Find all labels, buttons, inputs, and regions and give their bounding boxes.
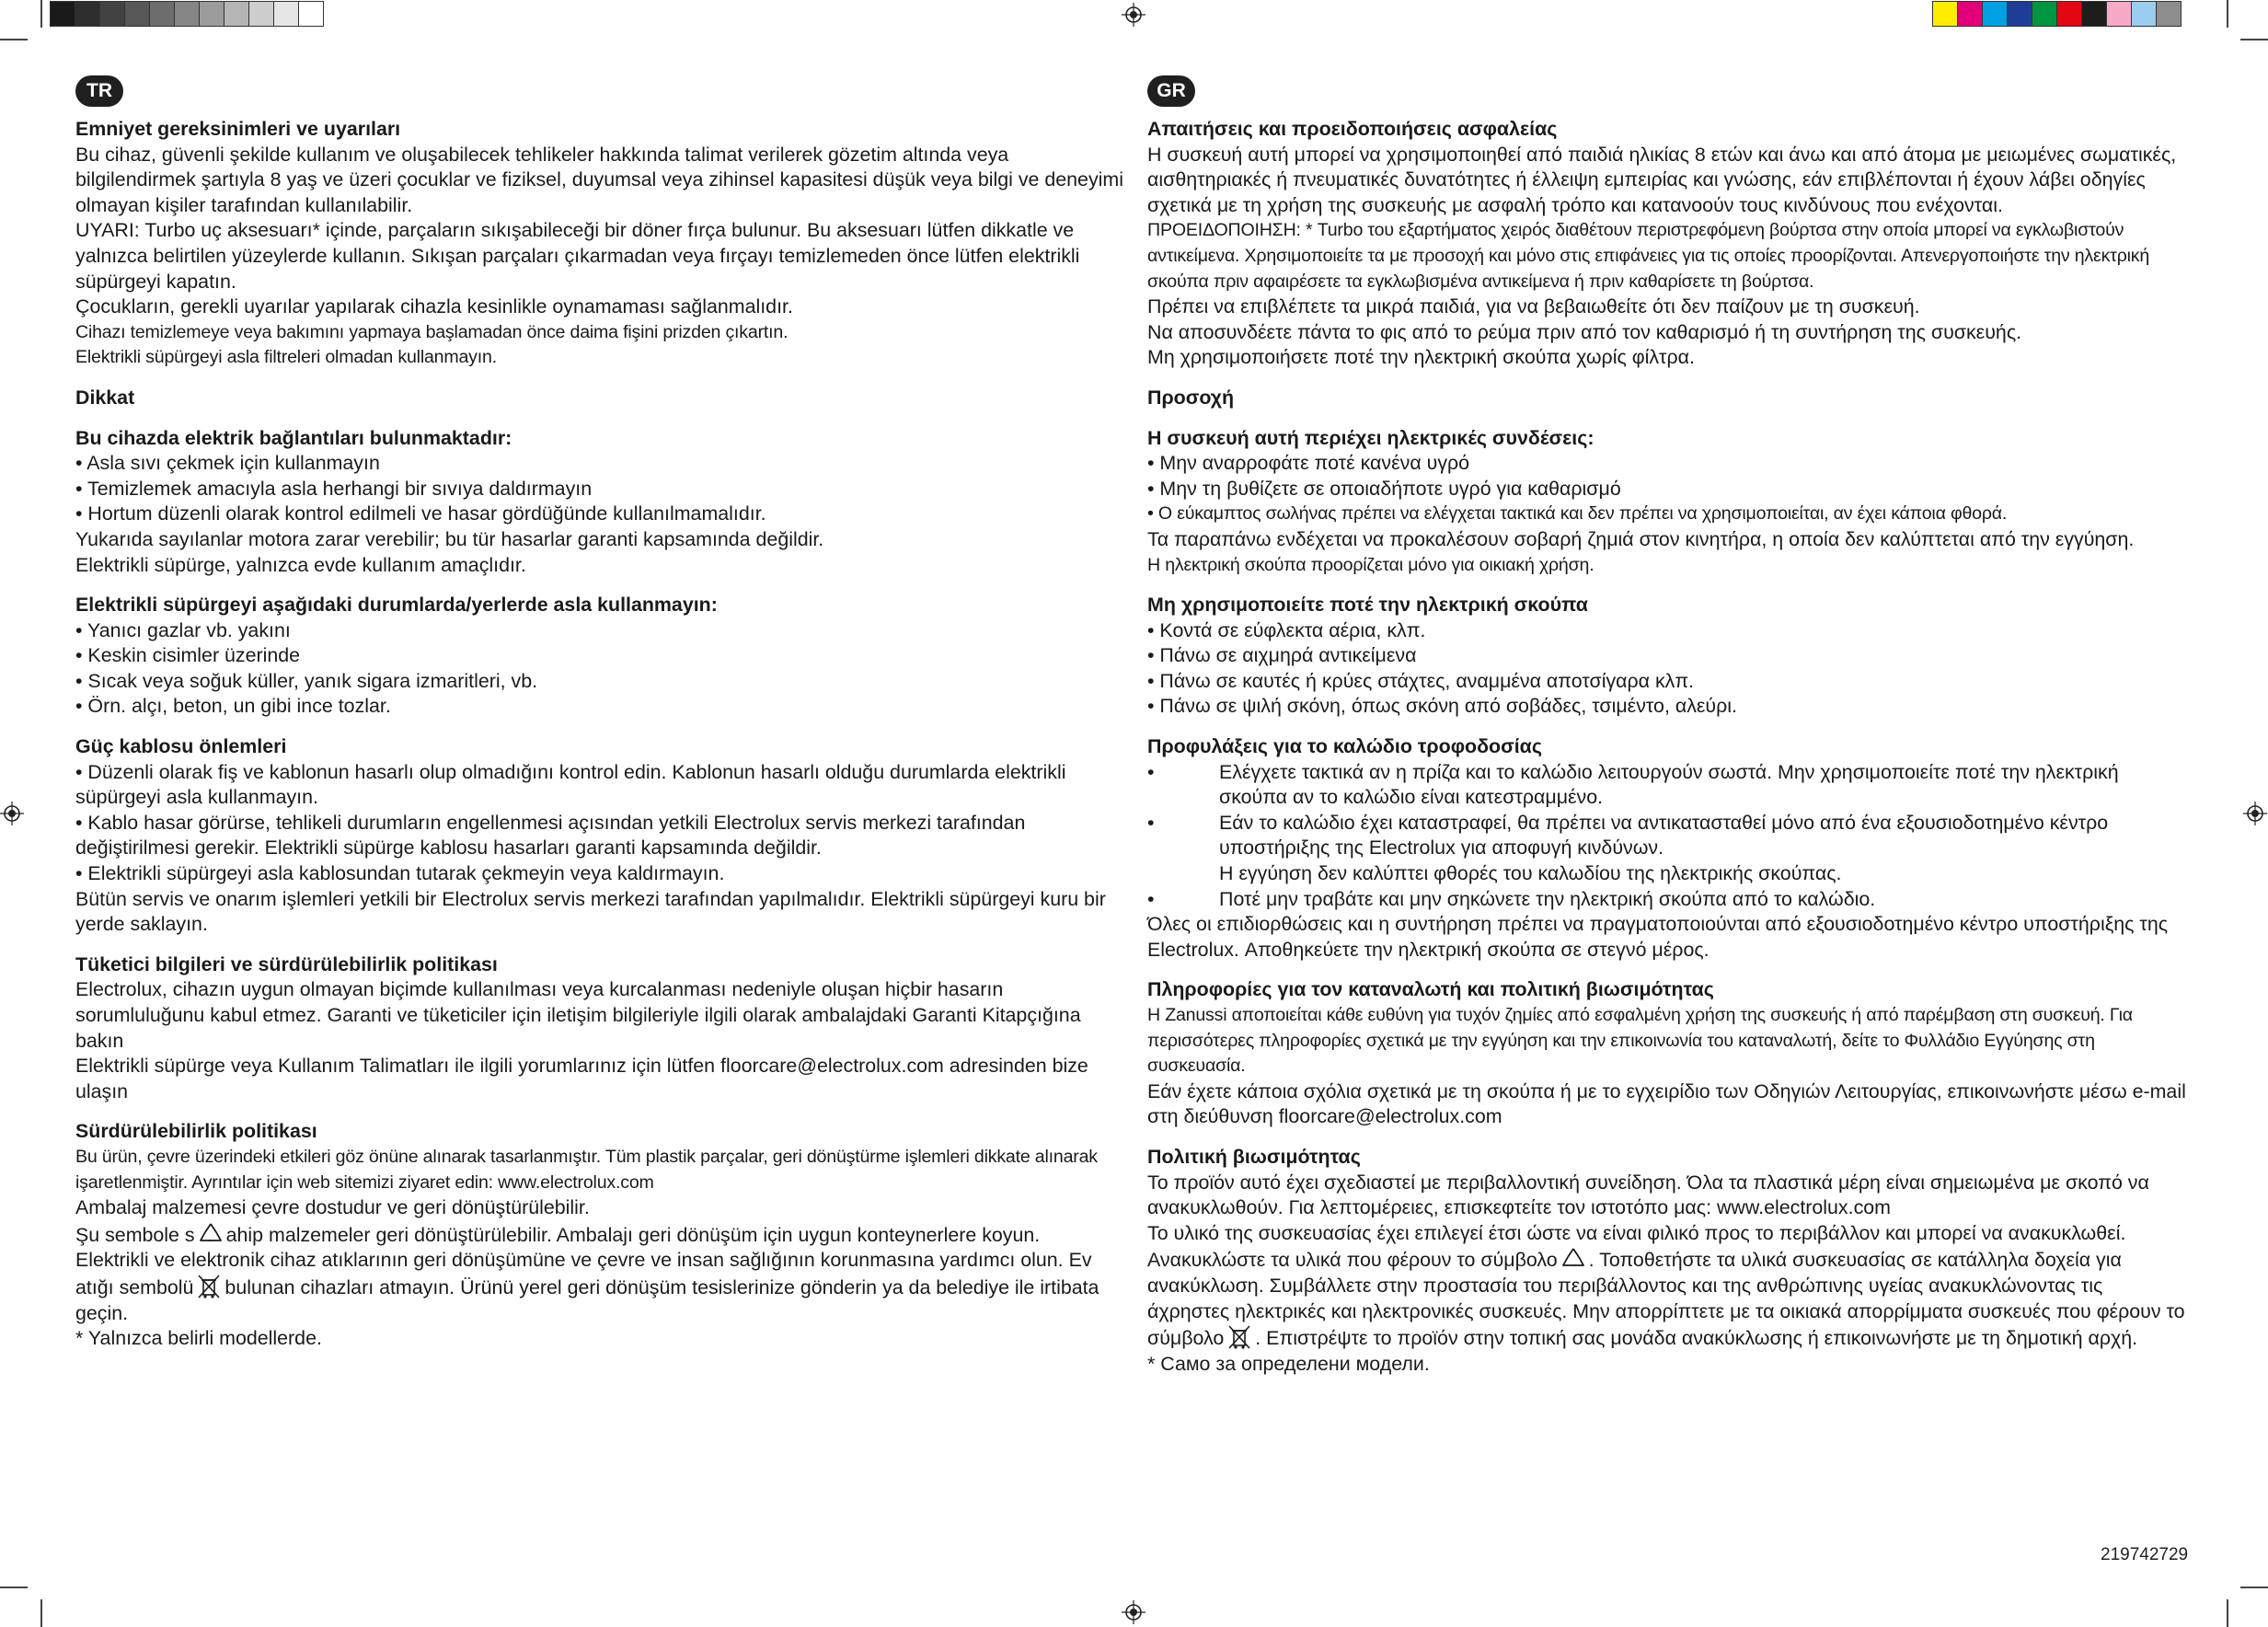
section-heading: Bu cihazda elektrik bağlantıları bulunmaktadır: xyxy=(75,426,512,449)
section-heading: Η συσκευή αυτή περιέχει ηλεκτρικές συνδέσεις: xyxy=(1147,426,1595,449)
registration-mark-icon xyxy=(0,802,24,825)
text-run: Şu sembole s xyxy=(75,1223,195,1246)
bullet-item: • Κοντά σε εύφλεκτα αέρια, κλπ. xyxy=(1147,618,1426,641)
recycle-paragraph xyxy=(75,1221,1124,1249)
paragraph: Ambalaj malzemesi çevre dostudur ve geri dönüştürülebilir. xyxy=(75,1196,590,1219)
paragraph: Το υλικό της συσκευασίας έχει επιλεγεί έτσι ώστε να είναι φιλικό προς το περιβάλλον και μπορεί να ανακυκλωθεί. xyxy=(1147,1221,2126,1244)
color-swatch xyxy=(1957,1,1983,27)
bullet-item: • Kablo hasar görürse, tehlikeli durumların engellenmesi açısından yetkili Electrolux servis merkezi tarafından değiştirilmesi gerekir. Elektrikli süpürge kablosu hasarları garanti kapsamında değildir. xyxy=(75,811,1026,860)
section-heading: Tüketici bilgileri ve sürdürülebilirlik politikası xyxy=(75,952,498,975)
recycle-paragraph xyxy=(1147,1246,2187,1351)
crop-mark xyxy=(2227,0,2228,28)
section-heading: Μη χρησιμοποιείτε ποτέ την ηλεκτρική σκούπα xyxy=(1147,594,1588,617)
section-heading: Προσοχή xyxy=(1147,386,1235,409)
color-swatch xyxy=(199,1,224,27)
color-swatch xyxy=(99,1,125,27)
paragraph: Πρέπει να επιβλέπετε τα μικρά παιδιά, για να βεβαιωθείτε ότι δεν παίζουν με τη συσκευή. xyxy=(1147,295,1920,318)
paragraph: Cihazı temizlemeye veya bakımını yapmaya başlamadan önce daima fişini prizden çıkartın. xyxy=(75,321,789,342)
section-heading: Dikkat xyxy=(75,386,135,409)
paragraph: Εάν έχετε κάποια σχόλια σχετικά με τη σκούπα ή με το εγχειρίδιο των Οδηγιών Λειτουργίας, επικοινωνήστε μέσω e-mail στη διεύθυνση floorcare@electrolux.com xyxy=(1147,1079,2186,1128)
paragraph: Το προϊόν αυτό έχει σχεδιαστεί με περιβαλλοντική συνείδηση. Όλα τα πλαστικά μέρη είναι σημειωμένα με σκοπό να ανακυκλωθούν. Για λεπτομέρειες, επισκεφτείτε τον ιστοτόπο μας: www.electrolux.com xyxy=(1147,1171,2149,1219)
color-swatch xyxy=(224,1,249,27)
color-swatch xyxy=(2056,1,2082,27)
crop-mark xyxy=(40,0,42,28)
paragraph: Τα παραπάνω ενδέχεται να προκαλέσουν σοβαρή ζημιά στον κινητήρα, η οποία δεν καλύπτεται από την εγγύηση. xyxy=(1147,527,2135,550)
text-run: ahip malzemeler geri dönüştürülebilir. Ambalajı geri dönüşüm için uygun konteynerlere koyun. xyxy=(225,1223,1041,1246)
bullet-item: • Πάνω σε ψιλή σκόνη, όπως σκόνη από σοβάδες, τσιμέντο, αλεύρι. xyxy=(1147,695,1737,718)
text-run: bulunan cihazları atmayın. Ürünü yerel geri dönüşüm tesislerinize gönderin ya da belediye ile irtibata geçin. xyxy=(75,1275,1099,1324)
paragraph: Όλες οι επιδιορθώσεις και η συντήρηση πρέπει να πραγματοποιούνται από εξουσιοδοτημένο κέντρο υποστήριξης της Electrolux. Αποθηκεύετε την ηλεκτρική σκούπα σε στεγνό μέρος. xyxy=(1147,913,2169,961)
crop-mark xyxy=(0,1587,28,1588)
paragraph: UYARI: Turbo uç aksesuarı* içinde, parçaların sıkışabileceği bir döner fırça bulunur. Bu aksesuarı lütfen dikkatle ve yalnızca belirtilen yüzeylerde kullanın. Sıkışan parçaları çıkarmadan veya fırçayı temizlemeden önce lütfen elektrikli süpürgeyi kapatın. xyxy=(75,219,1080,293)
color-swatch xyxy=(273,1,299,27)
language-badge-tr: TR xyxy=(75,75,123,107)
bullet-dot: • xyxy=(1147,760,1155,783)
bullet-item: • Keskin cisimler üzerinde xyxy=(75,644,301,667)
paragraph: Bu cihaz, güvenli şekilde kullanım ve oluşabilecek tehlikeler hakkında talimat verilerek gözetim altında veya bilgilendirmek şartıyla 8 yaş ve üzeri çocuklar ve fiziksel, duyumsal veya zihinsel kapasitesi düşük veya bilgi ve deneyimi olmayan kişiler tarafından kullanılabilir. xyxy=(75,143,1123,216)
color-swatch xyxy=(50,1,75,27)
section-heading: Emniyet gereksinimleri ve uyarıları xyxy=(75,118,401,140)
bullet-dot: • xyxy=(1147,811,1155,834)
greek-column xyxy=(1147,75,2187,1377)
text-run: Εάν το καλώδιο έχει καταστραφεί, θα πρέπει να αντικατασταθεί μόνο από ένα εξουσιοδοτημένο κέντρο υποστήριξης της Electrolux για αποφυγή κινδύνων. xyxy=(1219,811,2109,860)
bullet-item xyxy=(1147,760,2187,811)
recycle-icon xyxy=(197,1221,224,1247)
crop-mark xyxy=(2227,1599,2228,1627)
greek-content xyxy=(1147,117,2187,1377)
paragraph: Να αποσυνδέετε πάντα το φις από το ρεύμα πριν από τον καθαρισμό ή τη συντήρηση της συσκευής. xyxy=(1147,320,2022,343)
color-swatch xyxy=(2131,1,2157,27)
bullet-item: • Temizlemek amacıyla asla herhangi bir sıvıya daldırmayın xyxy=(75,477,593,500)
color-swatch xyxy=(174,1,200,27)
crossed-bin-icon xyxy=(1226,1324,1253,1350)
bullet-item: • Μην αναρροφάτε ποτέ κανένα υγρό xyxy=(1147,452,1470,475)
bullet-item: • Elektrikli süpürgeyi asla kablosundan tutarak çekmeyin veya kaldırmayın. xyxy=(75,862,725,885)
document-number: 219742729 xyxy=(2101,1545,2189,1564)
paragraph: Η Zanussi αποποιείται κάθε ευθύνη για τυχόν ζημίες από εσφαλμένη χρήση της συσκευής ή από παρέμβαση στη συσκευή. Για περισσότερες πληροφορίες σχετικά με την εγγύηση και την επικοινωνία του καταναλωτή, δείτε το Φυλλάδιο Εγγύησης στη συσκευασία. xyxy=(1147,1005,2133,1077)
color-swatch xyxy=(75,1,100,27)
color-swatch xyxy=(124,1,150,27)
registration-mark-icon xyxy=(1122,3,1146,27)
paragraph: Electrolux, cihazın uygun olmayan biçimde kullanılması veya kurcalanması nedeniyle oluşan hiçbir hasarın sorumluluğunu kabul etmez. Garanti ve tüketiciler için iletişim bilgileriyle ilgili olarak ambalajdaki Garanti Kitapçığına bakın xyxy=(75,978,1081,1052)
bullet-item: • Örn. alçı, beton, un gibi ince tozlar. xyxy=(75,695,391,718)
bullet-item: • Hortum düzenli olarak kontrol edilmeli ve hasar gördüğünde kullanılmamalıdır. xyxy=(75,502,766,525)
weee-paragraph xyxy=(75,1248,1124,1326)
paragraph: Çocukların, gerekli uyarılar yapılarak cihazla kesinlikle oynamaması sağlanmalıdır. xyxy=(75,295,793,318)
bullet-item xyxy=(1147,887,2187,913)
bullet-item: • Πάνω σε καυτές ή κρύες στάχτες, αναμμένα αποτσίγαρα κλπ. xyxy=(1147,669,1695,692)
section-heading: Απαιτήσεις και προειδοποιήσεις ασφαλείας xyxy=(1147,118,1558,140)
section-heading: Güç kablosu önlemleri xyxy=(75,735,287,758)
crossed-bin-icon xyxy=(195,1274,223,1299)
bullet-dot: • xyxy=(1147,887,1155,910)
registration-mark-icon xyxy=(1122,1600,1146,1624)
weee-paragraph xyxy=(1224,1327,2137,1349)
bullet-item xyxy=(1147,811,2187,861)
paragraph: Bu ürün, çevre üzerindeki etkileri göz önüne alınarak tasarlanmıştır. Tüm plastik parçalar, geri dönüştürme işlemleri dikkate alınarak işaretlenmiştir. Ayrıntılar için web sitemizi ziyaret edin: www.electrolux.com xyxy=(75,1146,1098,1193)
paragraph: Bütün servis ve onarım işlemleri yetkili bir Electrolux servis merkezi tarafından yapılmalıdır. Elektrikli süpürgeyi kuru bir yerde saklayın. xyxy=(75,887,1106,936)
color-swatch xyxy=(1982,1,2008,27)
color-calibration-bar xyxy=(1932,1,2181,27)
crop-mark xyxy=(2240,1587,2268,1588)
recycle-icon xyxy=(1560,1246,1587,1272)
paragraph: Elektrikli süpürge, yalnızca evde kullanım amaçlıdır. xyxy=(75,553,526,576)
paragraph: Yukarıda sayılanlar motora zarar verebilir; bu tür hasarlar garanti kapsamında değildir. xyxy=(75,527,824,550)
color-swatch xyxy=(2156,1,2182,27)
paragraph: Μη χρησιμοποιήσετε ποτέ την ηλεκτρική σκούπα χωρίς φίλτρα. xyxy=(1147,346,1695,369)
crop-mark xyxy=(40,1599,42,1627)
section-heading: Προφυλάξεις για το καλώδιο τροφοδοσίας xyxy=(1147,735,1542,758)
crop-mark xyxy=(0,39,28,40)
bullet-item: • Asla sıvı çekmek için kullanmayın xyxy=(75,452,380,475)
text-run: Ποτέ μην τραβάτε και μην σηκώνετε την ηλεκτρική σκούπα από το καλώδιο. xyxy=(1219,887,1876,910)
paragraph: Elektrikli süpürge veya Kullanım Talimatları ile ilgili yorumlarınız için lütfen floorcare@electrolux.com adresinden bize ulaşın xyxy=(75,1055,1088,1102)
text-run: Ελέγχετε τακτικά αν η πρίζα και το καλώδιο λειτουργούν σωστά. Μην χρησιμοποιείτε ποτέ την ηλεκτρική σκούπα αν το καλώδιο είναι κατεστραμμένο. xyxy=(1219,760,2119,809)
color-swatch xyxy=(2007,1,2032,27)
bullet-item: • Düzenli olarak fiş ve kablonun hasarlı olup olmadığını kontrol edin. Kablonun hasarlı olduğu durumlarda elektrikli süpürgeyi asla kullanmayın. xyxy=(75,760,1066,809)
color-swatch xyxy=(298,1,324,27)
paragraph: Elektrikli süpürgeyi asla filtreleri olmadan kullanmayın. xyxy=(75,347,497,368)
section-heading: Πολιτική βιωσιμότητας xyxy=(1147,1145,1361,1168)
paragraph: Η εγγύηση δεν καλύπτει φθορές του καλωδίου της ηλεκτρικής σκούπας. xyxy=(1219,862,1842,885)
turkish-column xyxy=(75,75,1124,1352)
paragraph: Η ηλεκτρική σκούπα προορίζεται μόνο για οικιακή χρήση. xyxy=(1147,554,1595,575)
color-swatch xyxy=(2032,1,2057,27)
color-swatch xyxy=(248,1,274,27)
section-heading: Πληροφορίες για τον καταναλωτή και πολιτική βιωσιμότητας xyxy=(1147,978,1714,1001)
paragraph: Η συσκευή αυτή μπορεί να χρησιμοποιηθεί από παιδιά ηλικίας 8 ετών και άνω και από άτομα με μειωμένες σωματικές, αισθητηριακές ή πνευματικές δυνατότητες ή έλλειψη εμπειρίας και γνώσης, εάν επιβλέπονται ή έχουν λάβει οδηγίες σχετικά με τη χρήση της συσκευής με ασφαλή τρόπο και κατανοούν τους κινδύνους που ενέχονται. xyxy=(1147,143,2177,216)
text-run: . Επιστρέψτε το προϊόν στην τοπική σας μονάδα ανακύκλωσης ή επικοινωνήστε με τη δημοτική αρχή. xyxy=(1255,1327,2138,1350)
bullet-item: • Yanıcı gazlar vb. yakını xyxy=(75,618,291,641)
text-run: Elektrikli ve elektronik cihaz atıklarının geri dönüşümüne ve çevre ve insan sağlığının korunmasına yardımcı olun. Ev atığı sembolü xyxy=(75,1249,1092,1298)
bullet-item: • Μην τη βυθίζετε σε οποιαδήποτε υγρό για καθαρισμό xyxy=(1147,477,1621,500)
bullet-item: • Ο εύκαμπτος σωλήνας πρέπει να ελέγχεται τακτικά και δεν πρέπει να χρησιμοποιείται, αν έχει κάποια φθορά. xyxy=(1147,503,2008,525)
grayscale-calibration-bar xyxy=(50,1,323,27)
color-swatch xyxy=(2081,1,2107,27)
color-swatch xyxy=(149,1,175,27)
text-run: . Τοποθετήστε τα υλικά συσκευασίας σε κατάλληλα δοχεία για ανακύκλωση. Συμβάλλετε στην προστασία του περιβάλλοντος και της ανθρώπινης υγείας ανακυκλώνοντας τις άχρηστες ηλεκτρικές και ηλεκτρονικές συσκευές. Μην απορρίπτετε με τα οικιακά απορρίμματα συσκευές που φέρουν το σύμβολο xyxy=(1147,1249,2185,1350)
bullet-item: • Sıcak veya soğuk küller, yanık sigara izmaritleri, vb. xyxy=(75,669,538,692)
color-swatch xyxy=(1932,1,1958,27)
registration-mark-icon xyxy=(2243,802,2267,825)
color-swatch xyxy=(2106,1,2132,27)
paragraph: * Само за определени модели. xyxy=(1147,1352,1430,1375)
text-run: Ανακυκλώστε τα υλικά που φέρουν το σύμβολο xyxy=(1147,1249,1558,1272)
crop-mark xyxy=(2240,39,2268,40)
bullet-item: • Πάνω σε αιχμηρά αντικείμενα xyxy=(1147,644,1417,667)
section-heading: Sürdürülebilirlik politikası xyxy=(75,1120,317,1143)
paragraph: ΠΡΟΕΙΔΟΠΟΙΗΣΗ: * Turbo του εξαρτήματος χειρός διαθέτουν περιστρεφόμενη βούρτσα στην οποία μπορεί να εγκλωβιστούν αντικείμενα. Χρησιμοποιείτε τα με προσοχή και μόνο στις επιφάνειες για τις οποίες προορίζονται. Απενεργοποιήστε την ηλεκτρική σκούπα πριν αφαιρέσετε τα εγκλωβισμένα αντικείμενα ή πριν καθαρίσετε τη βούρτσα. xyxy=(1147,220,2150,292)
language-badge-gr: GR xyxy=(1147,75,1195,107)
paragraph: * Yalnızca belirli modellerde. xyxy=(75,1327,322,1350)
section-heading: Elektrikli süpürgeyi aşağıdaki durumlarda/yerlerde asla kullanmayın: xyxy=(75,594,718,617)
turkish-content xyxy=(75,117,1124,1352)
